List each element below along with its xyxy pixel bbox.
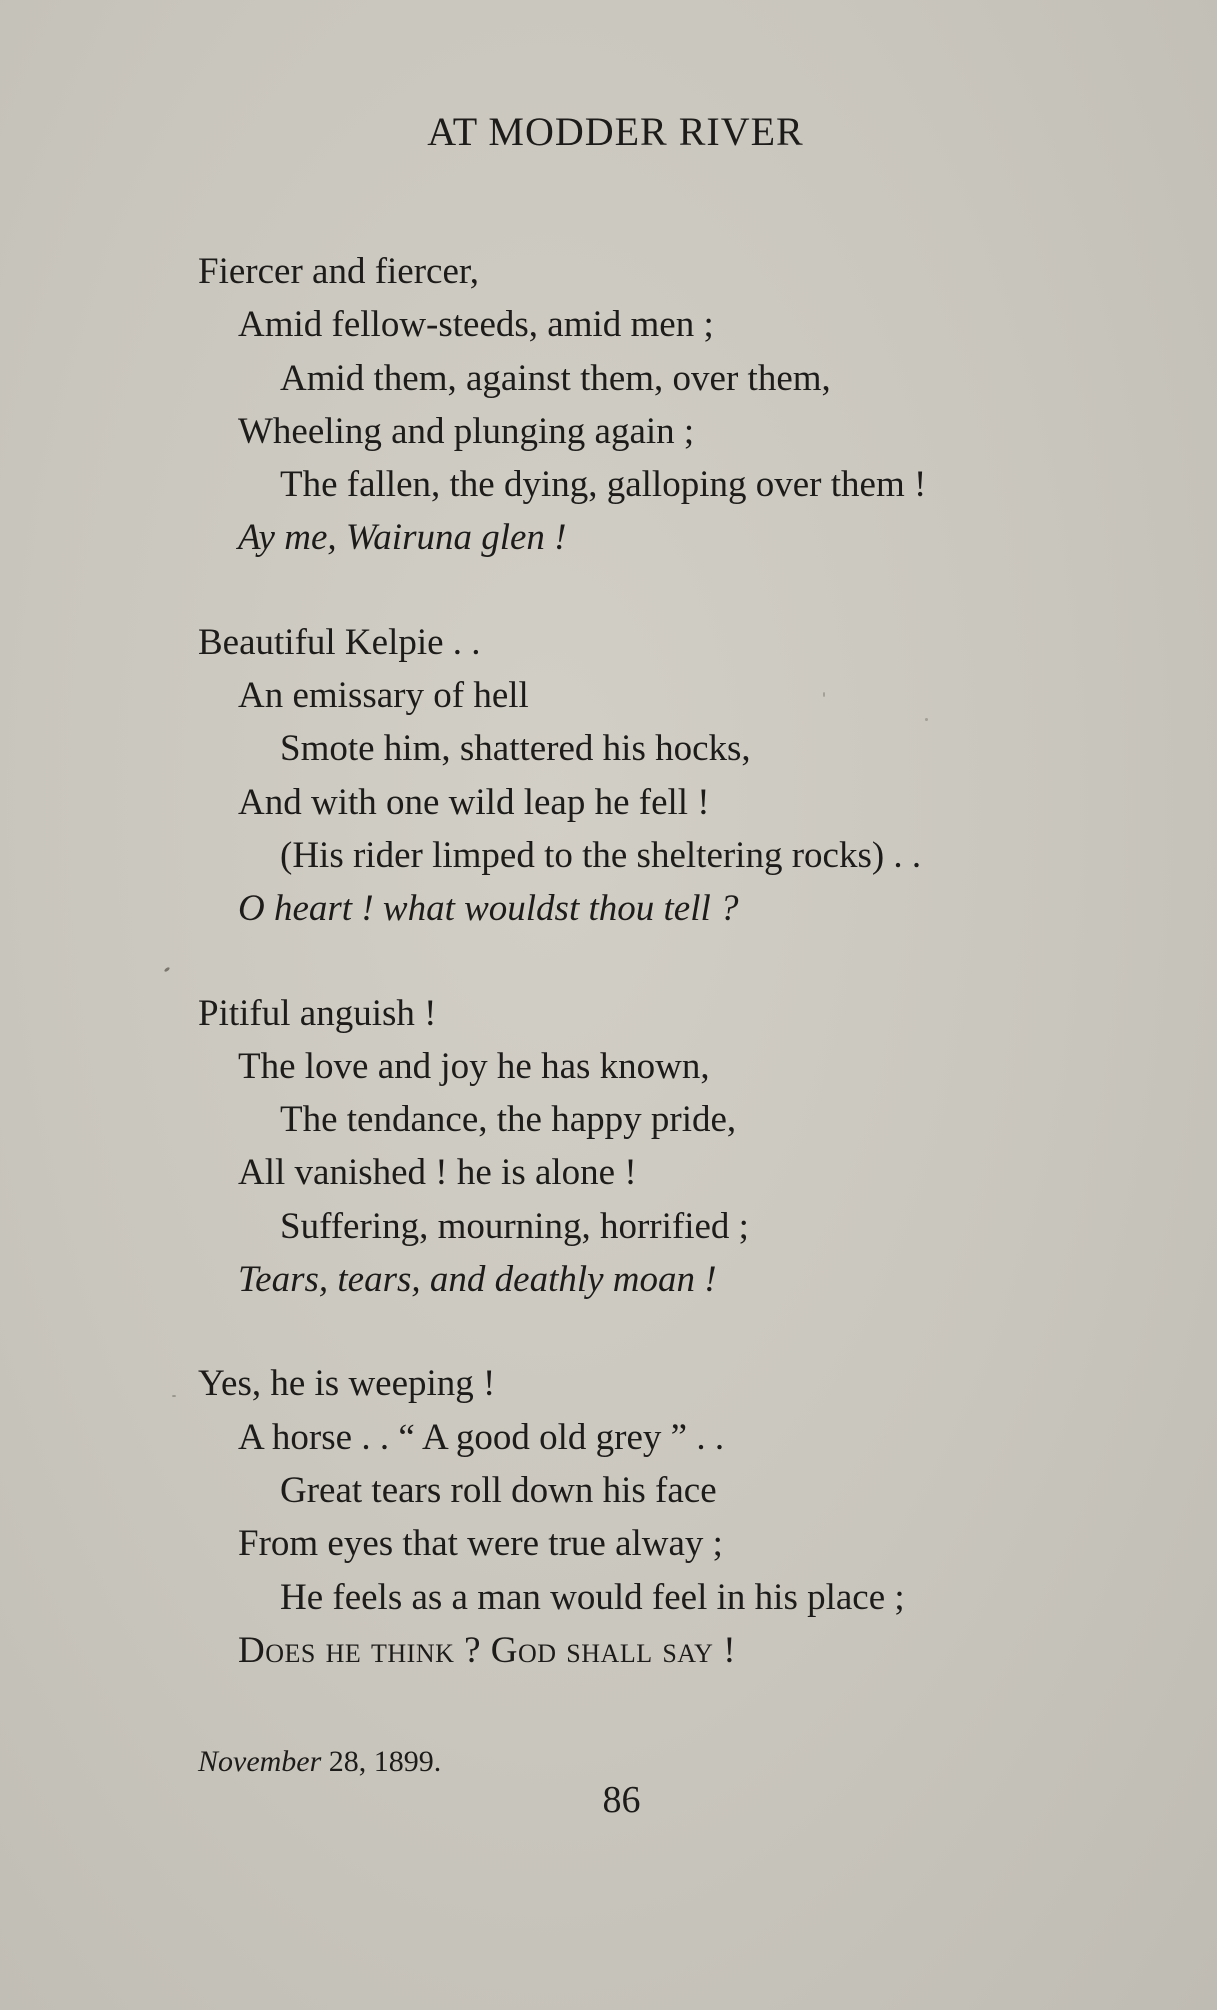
poem-line: Beautiful Kelpie . .: [198, 621, 481, 663]
poem-line: And with one wild leap he fell !: [238, 781, 710, 823]
poem-line-refrain: Ay me, Wairuna glen !: [238, 517, 567, 559]
poem-line: An emissary of hell: [238, 675, 529, 717]
poem-line: The love and joy he has known,: [238, 1045, 710, 1087]
stanza-3: [198, 987, 1098, 1307]
date-month: November: [198, 1745, 322, 1778]
poem-line: The fallen, the dying, galloping over them !: [280, 464, 927, 506]
poem-body: [198, 245, 1098, 1728]
poem-date: [198, 1745, 441, 1779]
poem-line-refrain: O heart ! what wouldst thou tell ?: [238, 888, 739, 930]
poem-line: A horse . . “ A good old grey ” . .: [238, 1416, 725, 1458]
poem-line: (His rider limped to the sheltering rocks) . .: [280, 834, 922, 876]
poem-line: Pitiful anguish !: [198, 992, 437, 1034]
poem-line: Smote him, shattered his hocks,: [280, 728, 751, 770]
poem-line: Amid fellow-steeds, amid men ;: [238, 304, 714, 346]
poem-line: Great tears roll down his face: [280, 1469, 717, 1511]
poem-line: Yes, he is weeping !: [198, 1363, 496, 1405]
stanza-1: [198, 245, 1098, 565]
poem-line: Fiercer and fiercer,: [198, 251, 479, 292]
poem-title: AT MODDER RIVER: [427, 109, 804, 154]
paper-speck: [925, 718, 928, 721]
page-number: 86: [602, 1779, 641, 1821]
stanza-2: [198, 616, 1098, 936]
poem-line: Suffering, mourning, horrified ;: [280, 1205, 749, 1247]
paper-speck: [172, 1395, 176, 1397]
poem-line: From eyes that were true alway ;: [238, 1523, 723, 1565]
paper-speck: [164, 967, 171, 973]
poem-line-refrain: Tears, tears, and deathly moan !: [238, 1259, 717, 1301]
poem-line: The tendance, the happy pride,: [280, 1099, 737, 1141]
poem-line-refrain: Does he think ? God shall say !: [238, 1629, 737, 1671]
poem-line: He feels as a man would feel in his place ;: [280, 1576, 905, 1618]
poem-line: Amid them, against them, over them,: [280, 357, 831, 399]
date-rest: 28, 1899.: [321, 1745, 442, 1778]
stanza-4: [198, 1357, 1098, 1677]
paper-speck: [823, 692, 825, 697]
poem-line: Wheeling and plunging again ;: [238, 410, 695, 452]
poem-line: All vanished ! he is alone !: [238, 1152, 637, 1194]
